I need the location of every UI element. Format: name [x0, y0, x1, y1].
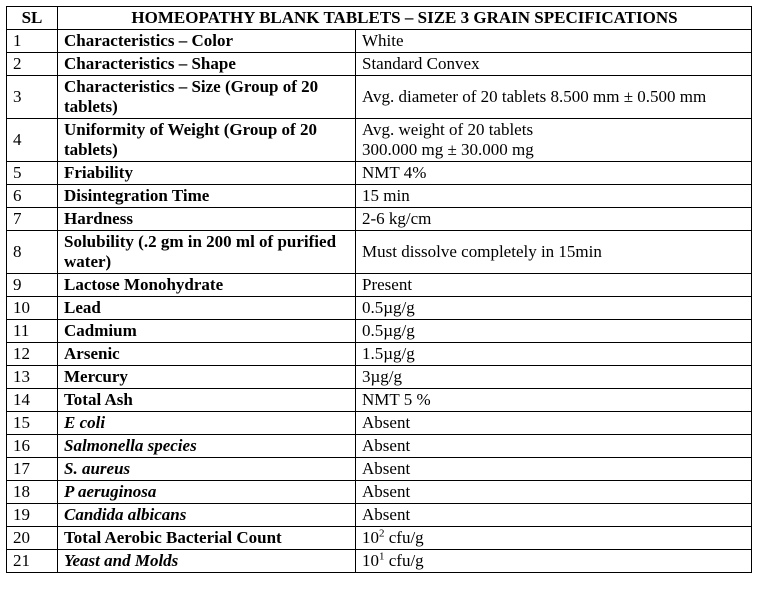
- row-value: 1.5µg/g: [356, 343, 752, 366]
- table-row: [7, 343, 752, 366]
- row-parameter: Lead: [58, 297, 356, 320]
- sl-column-header: SL: [7, 7, 58, 30]
- row-parameter: Lactose Monohydrate: [58, 274, 356, 297]
- row-value: 3µg/g: [356, 366, 752, 389]
- row-sl: 13: [7, 366, 58, 389]
- table-row: [7, 53, 752, 76]
- row-parameter: Candida albicans: [58, 504, 356, 527]
- row-sl: 7: [7, 208, 58, 231]
- table-row: [7, 481, 752, 504]
- row-parameter: Arsenic: [58, 343, 356, 366]
- specifications-table: [6, 6, 752, 573]
- row-parameter: P aeruginosa: [58, 481, 356, 504]
- row-parameter: Disintegration Time: [58, 185, 356, 208]
- row-value-line-1: Avg. weight of 20 tablets: [362, 120, 534, 139]
- row-value: Must dissolve completely in 15min: [356, 231, 752, 274]
- row-sl: 12: [7, 343, 58, 366]
- row-sl: 19: [7, 504, 58, 527]
- row-sl: 3: [7, 76, 58, 119]
- row-value-exponent: 2: [379, 527, 385, 540]
- row-value: 2-6 kg/cm: [356, 208, 752, 231]
- row-value: [356, 527, 752, 550]
- row-value: White: [356, 30, 752, 53]
- table-row: [7, 527, 752, 550]
- row-sl: 6: [7, 185, 58, 208]
- row-value: Absent: [356, 435, 752, 458]
- row-parameter: S. aureus: [58, 458, 356, 481]
- row-sl: 21: [7, 550, 58, 573]
- row-sl: 8: [7, 231, 58, 274]
- row-sl: 10: [7, 297, 58, 320]
- row-sl: 2: [7, 53, 58, 76]
- row-parameter: Hardness: [58, 208, 356, 231]
- row-sl: 11: [7, 320, 58, 343]
- table-row: [7, 550, 752, 573]
- row-value-base: 10: [362, 528, 379, 547]
- table-row: [7, 162, 752, 185]
- row-sl: 15: [7, 412, 58, 435]
- row-parameter: Uniformity of Weight (Group of 20 tablets): [58, 119, 356, 162]
- table-row: [7, 389, 752, 412]
- row-sl: 14: [7, 389, 58, 412]
- row-value: Standard Convex: [356, 53, 752, 76]
- table-row: [7, 76, 752, 119]
- row-parameter: Salmonella species: [58, 435, 356, 458]
- row-value: 15 min: [356, 185, 752, 208]
- row-value: Avg. diameter of 20 tablets 8.500 mm ± 0.500 mm: [356, 76, 752, 119]
- row-parameter: Total Ash: [58, 389, 356, 412]
- row-value: [356, 550, 752, 573]
- row-value: Absent: [356, 481, 752, 504]
- row-value: Absent: [356, 412, 752, 435]
- row-parameter: Total Aerobic Bacterial Count: [58, 527, 356, 550]
- row-value: 0.5µg/g: [356, 297, 752, 320]
- row-parameter: E coli: [58, 412, 356, 435]
- row-parameter: Solubility (.2 gm in 200 ml of purified water): [58, 231, 356, 274]
- row-parameter: Characteristics – Shape: [58, 53, 356, 76]
- row-sl: 4: [7, 119, 58, 162]
- row-value: 0.5µg/g: [356, 320, 752, 343]
- row-value: Present: [356, 274, 752, 297]
- row-value: NMT 5 %: [356, 389, 752, 412]
- table-row: [7, 30, 752, 53]
- table-row: [7, 458, 752, 481]
- table-row: [7, 119, 752, 162]
- row-parameter: Characteristics – Color: [58, 30, 356, 53]
- row-value-line-2: 300.000 mg ± 30.000 mg: [362, 140, 534, 159]
- row-value: NMT 4%: [356, 162, 752, 185]
- table-row: [7, 185, 752, 208]
- table-row: [7, 208, 752, 231]
- table-header-row: [7, 7, 752, 30]
- row-parameter: Yeast and Molds: [58, 550, 356, 573]
- row-value-exponent: 1: [379, 550, 385, 563]
- row-parameter: Mercury: [58, 366, 356, 389]
- table-row: [7, 412, 752, 435]
- table-row: [7, 504, 752, 527]
- row-sl: 17: [7, 458, 58, 481]
- row-value-unit: cfu/g: [384, 528, 424, 547]
- row-value: [356, 119, 752, 162]
- table-row: [7, 297, 752, 320]
- table-row: [7, 366, 752, 389]
- row-parameter: Cadmium: [58, 320, 356, 343]
- table-row: [7, 274, 752, 297]
- row-sl: 5: [7, 162, 58, 185]
- row-value-base: 10: [362, 551, 379, 570]
- row-sl: 9: [7, 274, 58, 297]
- row-value: Absent: [356, 458, 752, 481]
- row-parameter: Friability: [58, 162, 356, 185]
- row-sl: 18: [7, 481, 58, 504]
- table-row: [7, 320, 752, 343]
- row-parameter: Characteristics – Size (Group of 20 tablets): [58, 76, 356, 119]
- table-title-header: HOMEOPATHY BLANK TABLETS – SIZE 3 GRAIN SPECIFICATIONS: [58, 7, 752, 30]
- table-row: [7, 231, 752, 274]
- row-value: Absent: [356, 504, 752, 527]
- row-sl: 1: [7, 30, 58, 53]
- row-value-unit: cfu/g: [384, 551, 424, 570]
- row-sl: 16: [7, 435, 58, 458]
- row-sl: 20: [7, 527, 58, 550]
- table-row: [7, 435, 752, 458]
